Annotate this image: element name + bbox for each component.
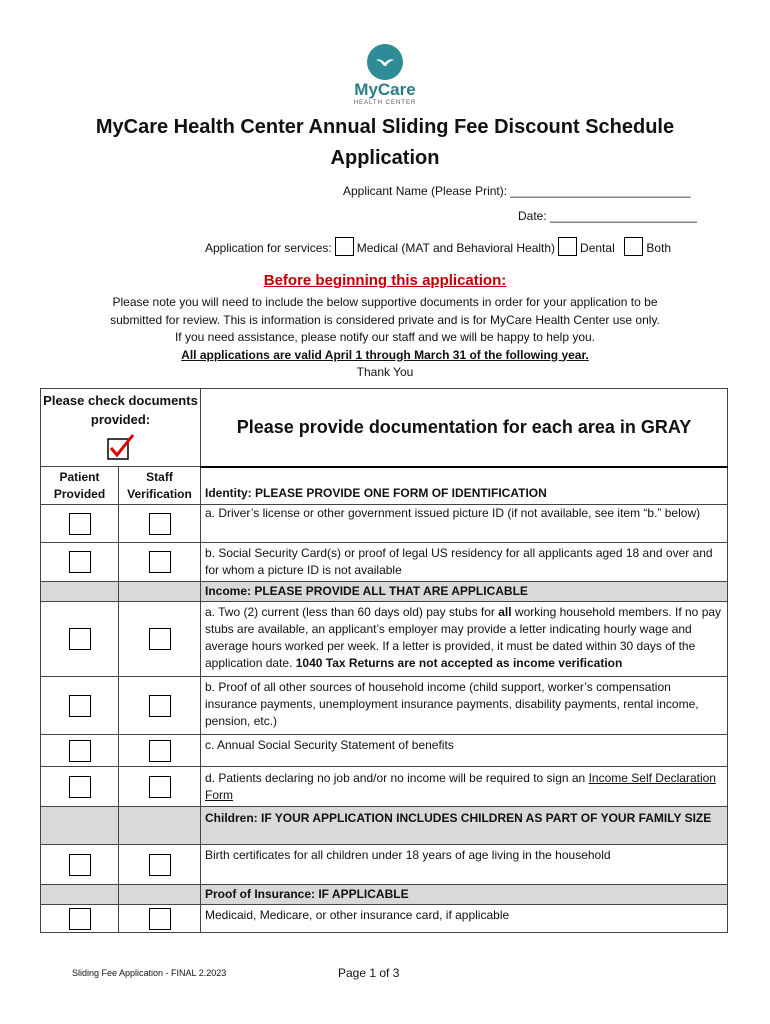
patient-provided-header: Patient Provided (41, 467, 119, 505)
intro-validity: All applications are valid April 1 through March 31 of the following year. (181, 347, 589, 362)
medical-option-label: Medical (MAT and Behavioral Health) (356, 241, 556, 255)
patient-checkbox-children[interactable] (69, 854, 91, 876)
patient-checkbox-income-b[interactable] (69, 695, 91, 717)
children-header: Children: IF YOUR APPLICATION INCLUDES CHILDREN AS PART OF YOUR FAMILY SIZE (201, 807, 728, 845)
logo-subtitle: HEALTH CENTER (353, 100, 417, 106)
income-b-text: b. Proof of all other sources of household income (child support, worker’s compensation insurance payments, unemployment insurance payments, disability payments, rental income, pension, etc.) (201, 677, 728, 735)
staff-checkbox-identity-a[interactable] (149, 513, 171, 535)
intro-line-1: Please note you will need to include the below supportive documents in order for your application to be (112, 295, 658, 309)
applicant-name-field[interactable]: Applicant Name (Please Print): ___________________________ (343, 184, 691, 198)
patient-checkbox-identity-a[interactable] (69, 513, 91, 535)
patient-checkbox-income-c[interactable] (69, 740, 91, 762)
check-header-cell (41, 389, 201, 467)
table-header-row (41, 389, 728, 467)
staff-checkbox-insurance[interactable] (149, 908, 171, 930)
page-number: Page 1 of 3 (338, 966, 400, 980)
intro-text (60, 294, 710, 382)
patient-checkbox-income-d[interactable] (69, 776, 91, 798)
dental-option-label: Dental (580, 241, 615, 255)
date-field[interactable]: Date: ______________________ (518, 209, 697, 223)
table-row (41, 602, 728, 677)
staff-checkbox-income-b[interactable] (149, 695, 171, 717)
staff-checkbox-children[interactable] (149, 854, 171, 876)
children-text: Birth certificates for all children under 18 years of age living in the household (201, 845, 728, 885)
both-checkbox[interactable] (624, 237, 643, 256)
services-label: Application for services: (205, 241, 332, 255)
table-row (41, 735, 728, 767)
income-self-declaration-link[interactable]: Income Self Declaration Form (205, 771, 716, 802)
both-option-label: Both (646, 241, 672, 255)
insurance-header-row (41, 885, 728, 905)
income-header-row (41, 582, 728, 602)
intro-thank-you: Thank You (356, 365, 414, 379)
income-d-text: d. Patients declaring no job and/or no income will be required to sign an Income Self Declaration Form (201, 767, 728, 807)
income-c-text: c. Annual Social Security Statement of benefits (201, 735, 728, 767)
patient-checkbox-income-a[interactable] (69, 628, 91, 650)
table-row (41, 767, 728, 807)
staff-checkbox-income-a[interactable] (149, 628, 171, 650)
gray-instruction-cell (201, 389, 728, 467)
page-title (0, 112, 770, 174)
table-row (41, 677, 728, 735)
gray-instruction: Please provide documentation for each area in GRAY (236, 416, 692, 437)
dental-checkbox[interactable] (558, 237, 577, 256)
identity-b-text: b. Social Security Card(s) or proof of legal US residency for all applicants aged 18 and over and for whom a picture ID is not available (201, 543, 728, 582)
staff-verification-header: Staff Verification (119, 467, 201, 505)
checkmark-icon (41, 433, 200, 466)
mycare-logo (345, 44, 425, 114)
intro-line-3: If you need assistance, please notify our staff and we will be happy to help you. (174, 330, 596, 344)
table-row (41, 845, 728, 885)
identity-a-text: a. Driver’s license or other government issued picture ID (if not available, see item “b.” below) (201, 505, 728, 543)
insurance-text: Medicaid, Medicare, or other insurance card, if applicable (201, 905, 728, 933)
staff-checkbox-income-c[interactable] (149, 740, 171, 762)
children-header-row (41, 807, 728, 845)
income-header: Income: PLEASE PROVIDE ALL THAT ARE APPLICABLE (201, 582, 728, 602)
footer-document-name: Sliding Fee Application - FINAL 2.2023 (72, 968, 227, 978)
logo-name: MyCare (354, 80, 416, 99)
table-row (41, 505, 728, 543)
table-row (41, 543, 728, 582)
title-line-1: MyCare Health Center Annual Sliding Fee Discount Schedule (95, 116, 675, 138)
warning-heading: Before beginning this application: (263, 272, 507, 289)
services-row (205, 237, 671, 256)
bird-icon (367, 44, 403, 80)
staff-checkbox-identity-b[interactable] (149, 551, 171, 573)
patient-checkbox-insurance[interactable] (69, 908, 91, 930)
staff-checkbox-income-d[interactable] (149, 776, 171, 798)
patient-checkbox-identity-b[interactable] (69, 551, 91, 573)
intro-line-2: submitted for review. This is information is considered private and is for MyCare Health Center use only. (110, 312, 660, 327)
identity-header-row (41, 467, 728, 505)
insurance-header: Proof of Insurance: IF APPLICABLE (201, 885, 728, 905)
check-header: Please check documents provided: (43, 393, 198, 427)
identity-header: Identity: PLEASE PROVIDE ONE FORM OF IDENTIFICATION (201, 467, 728, 505)
medical-checkbox[interactable] (335, 237, 354, 256)
documents-table (40, 388, 728, 933)
income-a-text: a. Two (2) current (less than 60 days old) pay stubs for all working household members. If no pay stubs are available, an applicant’s employer may provide a letter indicating hourly wage and average hours worked per week. If a letter is provided, it must be dated within 30 days of the application date. 1040 Tax Returns are not accepted as income verification (201, 602, 728, 677)
title-line-2: Application (330, 147, 440, 169)
table-row (41, 905, 728, 933)
